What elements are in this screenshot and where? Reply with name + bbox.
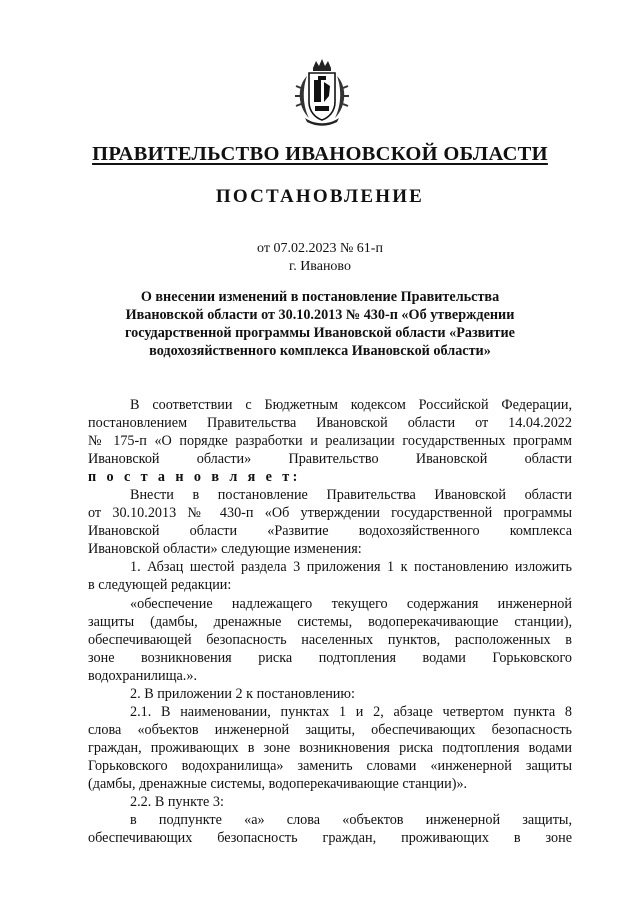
document-type-heading: ПОСТАНОВЛЕНИЕ bbox=[215, 186, 425, 207]
body-line: Ивановской области «Развитие водохозяйственного комплекса bbox=[88, 523, 572, 540]
body-line: Внести в постановление Правительства Ивановской области bbox=[130, 487, 572, 504]
title-line: государственной программы Ивановской области «Развитие bbox=[125, 325, 515, 341]
body-line: слова «объектов инженерной защиты, обеспечивающих безопасность bbox=[88, 721, 572, 738]
title-line: Ивановской области от 30.10.2013 № 430-п «Об утверждении bbox=[125, 307, 515, 323]
title-line: водохозяйственного комплекса Ивановской области» bbox=[149, 343, 491, 359]
body-line: В соответствии с Бюджетным кодексом Российской Федерации, bbox=[130, 397, 572, 413]
body-line: Ивановской области» Правительство Ивановской области bbox=[88, 451, 572, 468]
date-block bbox=[0, 240, 640, 276]
resolves-keyword: п о с т а н о в л я е т: bbox=[88, 469, 301, 486]
body-line: защиты (дамбы, дренажные системы, водоперекачивающие станции), bbox=[88, 613, 572, 630]
body-line: от 30.10.2013 № 430-п «Об утверждении государственной программы bbox=[88, 505, 572, 522]
document-title bbox=[120, 288, 520, 360]
government-name: ПРАВИТЕЛЬСТВО ИВАНОВСКОЙ ОБЛАСТИ bbox=[92, 143, 548, 165]
title-line: О внесении изменений в постановление Правительства bbox=[140, 289, 500, 305]
date-and-number: от 07.02.2023 № 61-п bbox=[257, 241, 383, 256]
body-line: 2.1. В наименовании, пунктах 1 и 2, абзаце четвертом пункта 8 bbox=[130, 703, 572, 720]
body-line: 2. В приложении 2 к постановлению: bbox=[130, 685, 355, 702]
body-line: 1. Абзац шестой раздела 3 приложения 1 к постановлению изложить bbox=[130, 559, 572, 576]
city-name: г. Иваново bbox=[289, 259, 351, 274]
coat-of-arms-emblem bbox=[293, 58, 351, 126]
body-line: постановлением Правительства Ивановской области от 14.04.2022 bbox=[88, 415, 572, 432]
body-line: граждан, проживающих в зоне возникновения риска подтопления водами bbox=[88, 739, 572, 756]
body-line: 2.2. В пункте 3: bbox=[130, 794, 224, 811]
body-line: (дамбы, дренажные системы, водоперекачивающие станции)». bbox=[88, 775, 468, 792]
government-name-heading bbox=[0, 143, 640, 166]
document-body bbox=[88, 396, 572, 847]
body-line: в подпункте «а» слова «объектов инженерной защиты, bbox=[130, 812, 572, 829]
body-line: в следующей редакции: bbox=[88, 577, 232, 594]
body-line: обеспечивающей безопасность населенных пунктов, расположенных в bbox=[88, 631, 572, 648]
body-line: зоне возникновения риска подтопления водами Горьковского bbox=[88, 649, 572, 666]
body-line: № 175-п «О порядке разработки и реализации государственных программ bbox=[88, 433, 572, 450]
body-line: «обеспечение надлежащего текущего содержания инженерной bbox=[130, 595, 572, 612]
body-line: Горьковского водохранилища» заменить словами «инженерной защиты bbox=[88, 757, 572, 774]
body-line: водохранилища.». bbox=[88, 667, 197, 684]
body-line: Ивановской области» следующие изменения: bbox=[88, 541, 362, 558]
body-line: обеспечивающих безопасность граждан, проживающих в зоне bbox=[88, 830, 572, 847]
